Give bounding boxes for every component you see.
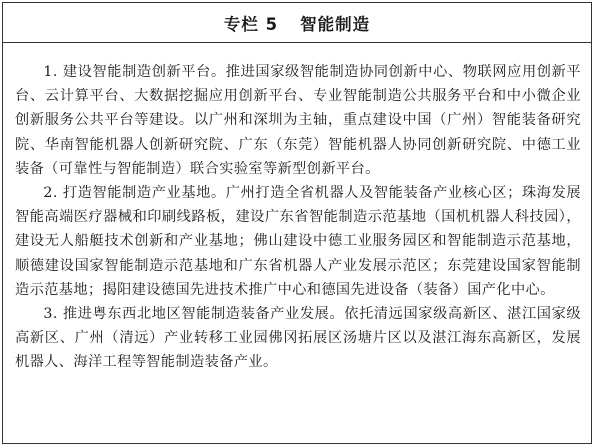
title-bar: [3, 3, 591, 43]
column-title: [224, 11, 370, 35]
paragraph-regional-development: 3. 推进粤东西北地区智能制造装备产业发展。依托清远国家级高新区、湛江国家级高新区、广州（清远）产业转移工业园佛冈拓展区汤塘片区以及湛江海东高新区，发展机器人、海洋工程等智能制造装备产业。: [15, 306, 581, 371]
column-box: [2, 2, 592, 444]
paragraph-platform: 1. 建设智能制造创新平台。推进国家级智能制造协同创新中心、物联网应用创新平台、云计算平台、大数据挖掘应用创新平台、专业智能制造公共服务平台和中小微企业创新服务公共平台等建设。以广州和深圳为主轴，重点建设中国（广州）智能装备研究院、华南智能机器人创新研究院、广东（东莞）智能机器人协同创新研究院、中德工业装备（可靠性与智能制造）联合实验室等新型创新平台。: [15, 64, 581, 177]
column-title-text: 智能制造: [300, 14, 371, 34]
column-number: 专栏 5: [223, 14, 279, 34]
paragraph-industry-base: 2. 打造智能制造产业基地。广州打造全省机器人及智能装备产业核心区；珠海发展智能高端医疗器械和印刷线路板，建设广东省智能制造示范基地（国机机器人科技园），建设无人船艇技术创新和产业基地；佛山建设中德工业服务园区和智能制造示范基地，顺德建设国家智能制造示范基地和广东省机器人产业发展示范区；东莞建设国家智能制造示范基地；揭阳建设德国先进技术推广中心和德国先进设备（装备）国产化中心。: [15, 185, 581, 298]
column-content: [3, 60, 591, 375]
